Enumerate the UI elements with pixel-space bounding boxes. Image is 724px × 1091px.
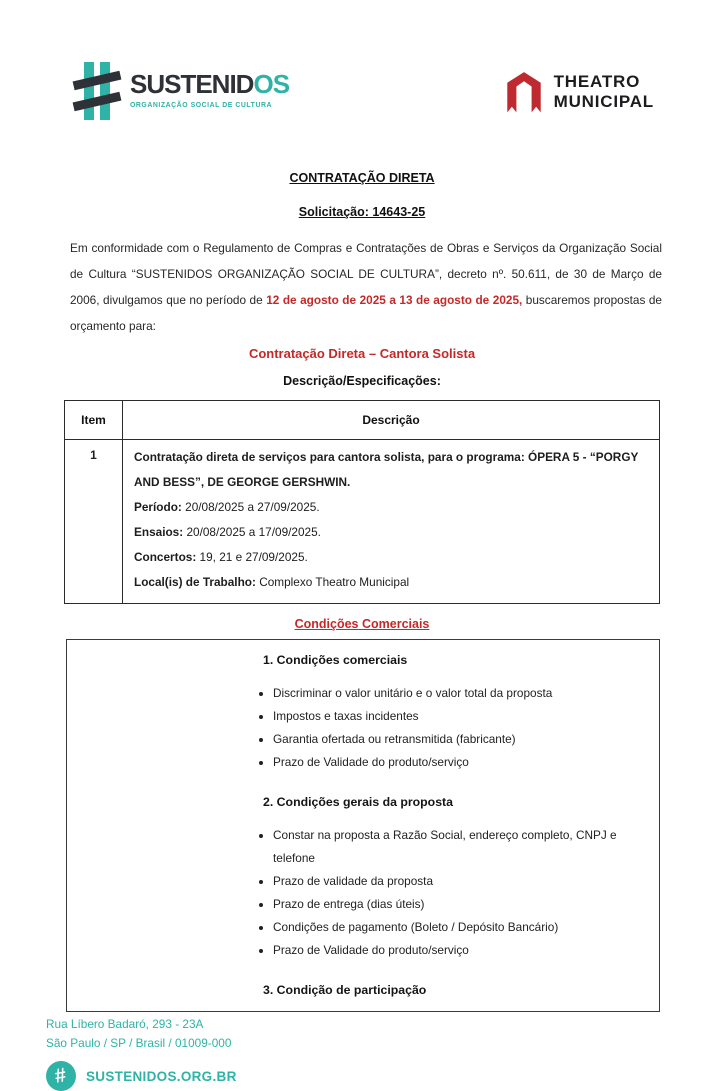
condition-section-title: 1. Condições comerciais	[263, 653, 408, 667]
spec-table-header-item: Item	[65, 401, 123, 440]
condition-item: • Prazo de entrega (dias úteis)	[273, 893, 651, 916]
contract-section-heading: Contratação Direta – Cantora Solista	[248, 346, 476, 361]
spec-table	[64, 400, 660, 604]
header	[0, 0, 724, 122]
condition-item: • Garantia ofertada ou retransmitida (fabricante)	[273, 728, 651, 751]
condition-item: • Prazo de Validade do produto/serviço	[273, 751, 651, 774]
footer-address-line1: Rua Líbero Badaró, 293 - 23A	[46, 1017, 204, 1031]
condition-item: • Constar na proposta a Razão Social, endereço completo, CNPJ e telefone	[273, 824, 651, 870]
spec-detail-line: Concertos: 19, 21 e 27/09/2025.	[134, 550, 308, 564]
spec-table-header-row	[65, 401, 660, 440]
sustenidos-hash-icon	[74, 60, 120, 122]
sustenidos-logo-text	[130, 60, 289, 109]
footer-website: SUSTENIDOS.ORG.BR	[86, 1068, 237, 1084]
sustenidos-logo	[74, 60, 289, 122]
condition-item: • Condições de pagamento (Boleto / Depósito Bancário)	[273, 916, 651, 939]
spec-table-header-desc: Descrição	[123, 401, 660, 440]
spec-detail-line: Período: 20/08/2025 a 27/09/2025.	[134, 500, 320, 514]
theatro-municipal-logo	[505, 68, 654, 115]
intro-text-2: buscaremos propostas de orçamento para:	[70, 293, 662, 333]
sustenidos-hash-badge-icon: #	[46, 1061, 76, 1091]
theatro-wordmark	[554, 72, 654, 112]
theatro-wordmark-line1: THEATRO	[553, 71, 641, 91]
condition-item: • Impostos e taxas incidentes	[273, 705, 651, 728]
condition-item: • Discriminar o valor unitário e o valor total da proposta	[273, 682, 651, 705]
intro-paragraph	[70, 235, 662, 339]
conditions-box	[66, 639, 660, 1012]
intro-text-1: Em conformidade com o Regulamento de Compras e Contratações de Obras e Serviços da Organização Social de Cultura “SUSTENIDOS ORGANIZAÇÃO SOCIAL DE CULTURA”, decreto nº. 50.611, de 30 de Março de 2006, divulgamos que no período de	[70, 241, 662, 307]
condition-list	[67, 824, 651, 962]
spec-table-row	[65, 440, 660, 604]
commercial-conditions-heading: Condições Comerciais	[294, 617, 430, 631]
intro-date-range: 12 de agosto de 2025 a 13 de agosto de 2025,	[266, 293, 523, 307]
condition-section-title: 3. Condição de participação	[263, 983, 427, 997]
document-title: CONTRATAÇÃO DIRETA	[289, 171, 435, 185]
spec-description-cell	[123, 440, 660, 604]
condition-list	[67, 682, 651, 774]
condition-item: • Prazo de validade da proposta	[273, 870, 651, 893]
footer	[46, 1015, 724, 1052]
spec-item-number: 1	[65, 440, 123, 604]
table-row-details	[134, 495, 647, 595]
sustenidos-wordmark: SUSTENIDOS	[130, 69, 290, 99]
condition-item: • Prazo de Validade do produto/serviço	[273, 939, 651, 962]
footer-brand	[46, 1061, 724, 1091]
condition-section-title: 2. Condições gerais da proposta	[263, 795, 453, 809]
theatro-arch-icon	[505, 68, 543, 115]
solicitation-number: Solicitação: 14643-25	[298, 205, 426, 219]
footer-address-line2: São Paulo / SP / Brasil / 01009-000	[46, 1035, 232, 1050]
spec-detail-line: Ensaios: 20/08/2025 a 17/09/2025.	[134, 525, 321, 539]
spec-detail-line: Local(is) de Trabalho: Complexo Theatro Municipal	[134, 575, 410, 589]
spec-summary: Contratação direta de serviços para cantora solista, para o programa: ÓPERA 5 - “PORGY AND BESS”, DE GEORGE GERSHWIN.	[134, 450, 639, 489]
sustenidos-tagline: ORGANIZAÇÃO SOCIAL DE CULTURA	[130, 102, 273, 109]
spec-heading: Descrição/Especificações:	[283, 374, 441, 388]
theatro-wordmark-line2: MUNICIPAL	[553, 91, 654, 111]
